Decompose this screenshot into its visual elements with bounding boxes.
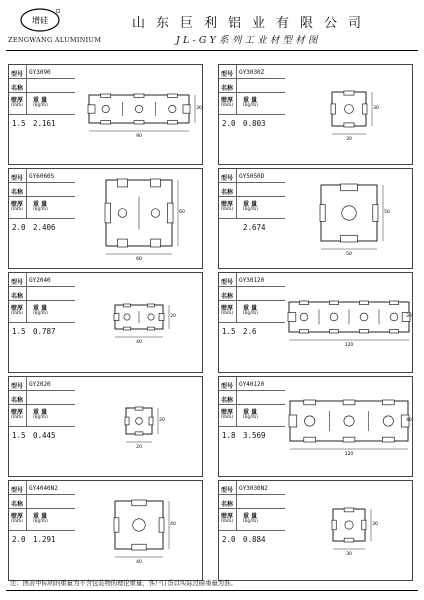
- model-label: 型号: [11, 71, 24, 78]
- info-divider: [236, 377, 237, 427]
- weight-value: 0.787: [33, 327, 56, 336]
- wall-unit: (mm): [221, 415, 234, 420]
- profile-card: [218, 480, 413, 581]
- weight-value: 2.6: [243, 327, 257, 336]
- weight-value: 3.569: [243, 431, 266, 440]
- wall-unit: (mm): [11, 311, 24, 316]
- wall-unit: (mm): [221, 207, 234, 212]
- info-divider: [236, 169, 237, 219]
- info-divider: [26, 169, 27, 219]
- profile-info: [9, 377, 75, 476]
- bottom-rule: [6, 590, 418, 591]
- model-value: GY6060S: [29, 173, 55, 180]
- profile-card: [218, 64, 413, 165]
- dim-width: 60: [136, 257, 142, 262]
- weight-value: 2.406: [33, 223, 56, 232]
- profile-card: [8, 272, 203, 373]
- profile-info: [9, 481, 75, 580]
- model-label: 型号: [221, 487, 234, 494]
- dim-height: 50: [384, 210, 390, 215]
- weight-unit: (kg/m): [243, 311, 258, 316]
- info-divider: [236, 481, 237, 531]
- profile-info: [219, 481, 285, 580]
- model-label: 型号: [11, 175, 24, 182]
- profile-drawing: [285, 169, 413, 269]
- dim-width: 40: [136, 560, 142, 565]
- name-label: 名称: [11, 293, 24, 300]
- weight-label: 重 量: [243, 409, 258, 416]
- name-label: 名称: [11, 501, 24, 508]
- dim-width: 30: [346, 552, 352, 557]
- model-value: GY5050D: [239, 173, 265, 180]
- model-value: GY3030Z: [239, 69, 265, 76]
- weight-label: 重 量: [33, 513, 48, 520]
- profile-drawing: [75, 169, 203, 269]
- weight-unit: (kg/m): [243, 207, 258, 212]
- name-label: 名称: [11, 85, 24, 92]
- wall-label: 壁厚: [221, 513, 234, 520]
- wall-label: 壁厚: [11, 513, 24, 520]
- dim-width: 30: [346, 137, 352, 142]
- wall-label: 壁厚: [11, 97, 24, 104]
- brand-name: ZENGWANG ALUMINIUM: [8, 36, 102, 44]
- model-label: 型号: [221, 175, 234, 182]
- weight-unit: (kg/m): [33, 415, 48, 420]
- wall-label: 壁厚: [221, 201, 234, 208]
- dim-height: 30: [406, 314, 412, 319]
- wall-value: 2.0: [12, 223, 26, 232]
- model-label: 型号: [11, 487, 24, 494]
- weight-value: 2.161: [33, 119, 56, 128]
- wall-unit: (mm): [221, 103, 234, 108]
- name-label: 名称: [11, 397, 24, 404]
- model-label: 型号: [221, 71, 234, 78]
- dim-height: 20: [159, 418, 165, 423]
- wall-value: 2.0: [12, 535, 26, 544]
- weight-value: 2.674: [243, 223, 266, 232]
- name-label: 名称: [11, 189, 24, 196]
- wall-unit: (mm): [11, 519, 24, 524]
- dim-width: 50: [346, 252, 352, 257]
- weight-unit: (kg/m): [33, 519, 48, 524]
- weight-label: 重 量: [33, 97, 48, 104]
- wall-value: 1.5: [12, 431, 26, 440]
- model-value: GY30120: [239, 277, 265, 284]
- profile-drawing: [75, 481, 203, 581]
- wall-label: 壁厚: [11, 409, 24, 416]
- wall-value: 1.5: [222, 327, 236, 336]
- profile-info: [9, 65, 75, 164]
- name-label: 名称: [221, 189, 234, 196]
- weight-unit: (kg/m): [33, 311, 48, 316]
- name-label: 名称: [221, 501, 234, 508]
- weight-unit: (kg/m): [243, 103, 258, 108]
- profile-info: [219, 65, 285, 164]
- profile-card: [218, 376, 413, 477]
- weight-value: 0.884: [243, 535, 266, 544]
- profile-info: [219, 169, 285, 268]
- profile-drawing: [285, 273, 413, 373]
- header: [6, 6, 418, 48]
- profile-drawing: [285, 65, 413, 165]
- model-value: GY40120: [239, 381, 265, 388]
- profile-card: [218, 168, 413, 269]
- wall-unit: (mm): [221, 311, 234, 316]
- weight-value: 0.803: [243, 119, 266, 128]
- wall-label: 壁厚: [221, 409, 234, 416]
- svg-text:增硅: 增硅: [32, 16, 48, 25]
- profile-info: [219, 377, 285, 476]
- header-rule: [6, 50, 418, 51]
- weight-value: 1.291: [33, 535, 56, 544]
- wall-unit: (mm): [11, 207, 24, 212]
- wall-value: 2.0: [222, 119, 236, 128]
- info-divider: [236, 273, 237, 323]
- profile-card: [8, 168, 203, 269]
- wall-unit: (mm): [11, 415, 24, 420]
- wall-label: 壁厚: [221, 305, 234, 312]
- dim-height: 30: [372, 522, 378, 527]
- wall-value: 1.5: [12, 119, 26, 128]
- profile-card: [8, 376, 203, 477]
- wall-label: 壁厚: [11, 201, 24, 208]
- dim-width: 120: [344, 343, 354, 348]
- weight-unit: (kg/m): [243, 415, 258, 420]
- info-divider: [236, 65, 237, 115]
- name-label: 名称: [221, 293, 234, 300]
- info-divider: [26, 377, 27, 427]
- info-divider: [26, 273, 27, 323]
- model-label: 型号: [221, 383, 234, 390]
- dim-width: 90: [136, 134, 142, 139]
- wall-label: 壁厚: [11, 305, 24, 312]
- dim-height: 30: [373, 106, 379, 111]
- catalog-subtitle: JL-GY系列工业材型材图: [176, 35, 321, 46]
- model-value: GY2020: [29, 381, 51, 388]
- dim-width: 120: [344, 452, 354, 457]
- profile-info: [9, 273, 75, 372]
- wall-unit: (mm): [11, 103, 24, 108]
- profile-drawing: [285, 481, 413, 581]
- model-value: GY2040: [29, 277, 51, 284]
- dim-width: 40: [136, 340, 142, 345]
- model-value: GY3090: [29, 69, 51, 76]
- model-value: GY4040N2: [29, 485, 58, 492]
- weight-unit: (kg/m): [33, 103, 48, 108]
- weight-label: 重 量: [33, 201, 48, 208]
- dim-height: 60: [179, 210, 185, 215]
- dim-width: 20: [136, 445, 142, 450]
- dim-height: 20: [170, 314, 176, 319]
- info-divider: [26, 481, 27, 531]
- company-title: 山东巨利铝业有限公司: [132, 16, 373, 31]
- name-label: 名称: [221, 85, 234, 92]
- profile-info: [9, 169, 75, 268]
- wall-value: 2.0: [222, 535, 236, 544]
- weight-label: 重 量: [243, 97, 258, 104]
- profile-card: [8, 480, 203, 581]
- wall-value: 1.5: [12, 327, 26, 336]
- profile-drawing: [75, 377, 203, 477]
- wall-label: 壁厚: [221, 97, 234, 104]
- name-label: 名称: [221, 397, 234, 404]
- weight-unit: (kg/m): [33, 207, 48, 212]
- dim-height: 40: [406, 418, 412, 423]
- model-label: 型号: [11, 279, 24, 286]
- wall-unit: (mm): [221, 519, 234, 524]
- dim-height: 30: [196, 106, 202, 111]
- profile-info: [219, 273, 285, 372]
- profile-drawing: [285, 377, 413, 477]
- profile-drawing: [75, 65, 203, 165]
- dim-height: 40: [170, 522, 176, 527]
- weight-label: 重 量: [243, 201, 258, 208]
- weight-label: 重 量: [33, 305, 48, 312]
- profile-drawing: [75, 273, 203, 373]
- model-label: 型号: [221, 279, 234, 286]
- weight-label: 重 量: [243, 305, 258, 312]
- profile-card: [8, 64, 203, 165]
- weight-value: 0.445: [33, 431, 56, 440]
- brand-logo: [20, 8, 60, 32]
- model-label: 型号: [11, 383, 24, 390]
- wall-value: 1.8: [222, 431, 236, 440]
- info-divider: [26, 65, 27, 115]
- profile-card: [218, 272, 413, 373]
- weight-unit: (kg/m): [243, 519, 258, 524]
- footnote: 注：图表中标明的重量为不含包装物的理论重量，客户订货以实际过磅重量为准。: [10, 580, 237, 587]
- weight-label: 重 量: [33, 409, 48, 416]
- weight-label: 重 量: [243, 513, 258, 520]
- model-value: GY3030N2: [239, 485, 268, 492]
